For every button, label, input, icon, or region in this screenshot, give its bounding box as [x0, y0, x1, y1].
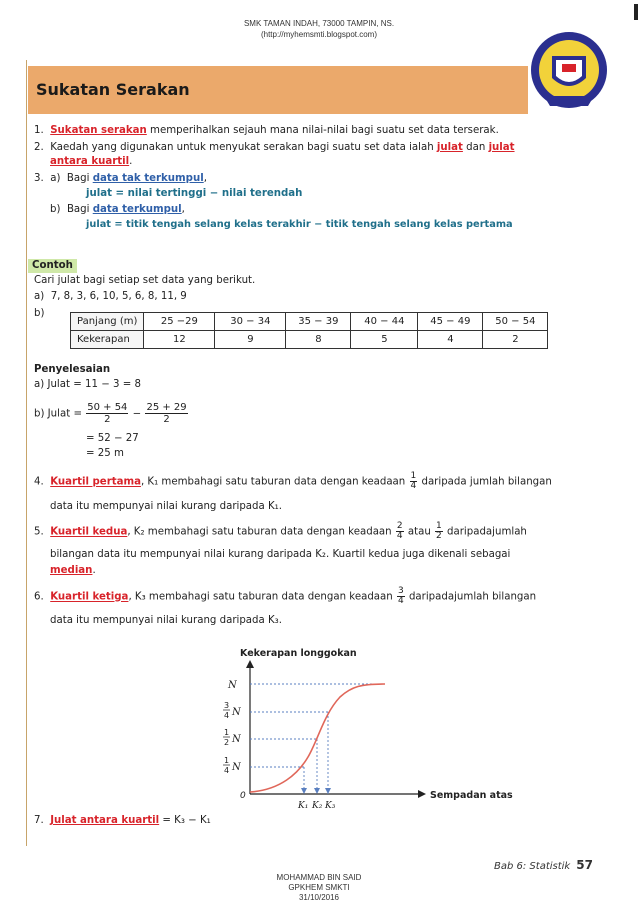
table-row: Kekerapan 12 9 8 5 4 2: [71, 331, 548, 349]
page-title: Sukatan Serakan: [36, 80, 190, 99]
blog-url: (http://myhemsmti.blogspot.com): [260, 30, 378, 39]
table-row: Panjang (m) 25 −29 30 − 34 35 − 39 40 − 44 45 − 49 50 − 54: [71, 313, 548, 331]
x-ticks: [297, 801, 336, 811]
solution-a: a) Julat = 11 − 3 = 8: [34, 379, 141, 390]
ogive-diagram: [200, 642, 530, 822]
item-1: 1. Sukatan serakan memperihalkan sejauh mana nilai-nilai bagi suatu set data terserak.: [34, 125, 499, 136]
solution-b: b) Julat = $\frac{50 + 54}{2}$ − $\frac{25 + 29}{2}$: [34, 402, 187, 425]
frequency-table: [70, 312, 548, 349]
y-tick-14: [223, 756, 242, 775]
item-6-cont: data itu mempunyai nilai kurang daripada K₃.: [50, 615, 282, 626]
x-tick-k3: K₃: [325, 801, 336, 811]
drop-arrows: [301, 788, 331, 794]
origin-label: 0: [240, 791, 246, 801]
svg-text:4: 4: [224, 711, 230, 720]
arrow-k1-icon: [301, 788, 307, 794]
ogive-curve: [250, 684, 385, 792]
x-axis-label: Sempadan atas: [430, 790, 513, 801]
school-crest-icon: [528, 26, 610, 116]
contoh-b-label: b): [34, 308, 45, 319]
item-5-cont: bilangan data itu mempunyai nilai kurang daripada K₂. Kuartil kedua juga dikenali sebagai: [50, 549, 511, 560]
svg-text:4: 4: [224, 766, 230, 775]
svg-text:1: 1: [224, 756, 230, 765]
formula-ungrouped: julat = nilai tertinggi − nilai terendah: [86, 188, 303, 199]
x-tick-k2: K₂: [312, 801, 323, 811]
chapter-title: Bab 6: Statistik: [494, 861, 571, 872]
chapter-footer: [494, 858, 593, 872]
y-tick-34: [223, 701, 242, 720]
author-name: MOHAMMAD BIN SAID: [276, 873, 362, 882]
contoh-instruction: Cari julat bagi setiap set data yang berikut.: [34, 275, 256, 286]
x-axis-arrow-icon: [418, 790, 426, 798]
item-5: 5. Kuartil kedua, K₂ membahagi satu taburan data dengan keadaan $\frac{2}{4}$ atau $\frac{1}{2}$ daripadajumlah: [34, 521, 527, 541]
item-6: 6. Kuartil ketiga, K₃ membahagi satu taburan data dengan keadaan $\frac{3}{4}$ daripadajumlah bilangan: [34, 586, 537, 606]
arrow-k3-icon: [325, 788, 331, 794]
solution-b-2: = 52 − 27: [86, 433, 139, 444]
item-7: 7. Julat antara kuartil = K₃ − K₁: [34, 815, 211, 826]
formula-grouped: julat = titik tengah selang kelas terakhir − titik tengah selang kelas pertama: [86, 219, 513, 230]
svg-text:2: 2: [224, 738, 230, 747]
svg-text:3: 3: [224, 701, 230, 710]
svg-text:N: N: [232, 762, 241, 773]
term-sukatan-serakan: Sukatan serakan: [50, 125, 147, 136]
item-4: 4. Kuartil pertama, K₁ membahagi satu taburan data dengan keadaan $\frac{1}{4}$ daripada jumlah bilangan: [34, 471, 552, 491]
item-2: 2. Kaedah yang digunakan untuk menyukat serakan bagi suatu set data ialah julat dan julat: [34, 142, 515, 153]
item-5-median: median.: [50, 565, 96, 576]
item-4-cont: data itu mempunyai nilai kurang daripada K₁.: [50, 501, 282, 512]
title-bar: [28, 66, 528, 114]
page-number: 57: [576, 858, 593, 872]
item-2-cont: antara kuartil.: [50, 156, 133, 167]
x-tick-k1: K₁: [298, 801, 309, 811]
arrow-k2-icon: [314, 788, 320, 794]
svg-text:N: N: [232, 734, 241, 745]
guide-lines: [250, 684, 380, 794]
item-3a: 3. a) Bagi data tak terkumpul,: [34, 173, 207, 184]
page-footer: [0, 873, 638, 903]
contoh-a: a) 7, 8, 3, 6, 10, 5, 6, 8, 11, 9: [34, 291, 187, 302]
solution-b-3: = 25 m: [86, 448, 124, 459]
author-position: GPKHEM SMKTI: [288, 883, 350, 892]
y-tick-n: N: [228, 680, 237, 691]
y-tick-12: [223, 728, 242, 747]
penyelesaian-label: Penyelesaian: [34, 364, 111, 375]
contoh-label: Contoh: [28, 259, 77, 273]
y-axis-label: Kekerapan longgokan: [240, 648, 357, 659]
y-axis-arrow-icon: [246, 660, 254, 668]
svg-text:1: 1: [224, 728, 230, 737]
footer-date: 31/10/2016: [298, 893, 340, 902]
school-name: SMK TAMAN INDAH, 73000 TAMPIN, NS.: [243, 19, 395, 28]
item-3b: b) Bagi data terkumpul,: [50, 204, 185, 215]
svg-text:N: N: [232, 707, 241, 718]
